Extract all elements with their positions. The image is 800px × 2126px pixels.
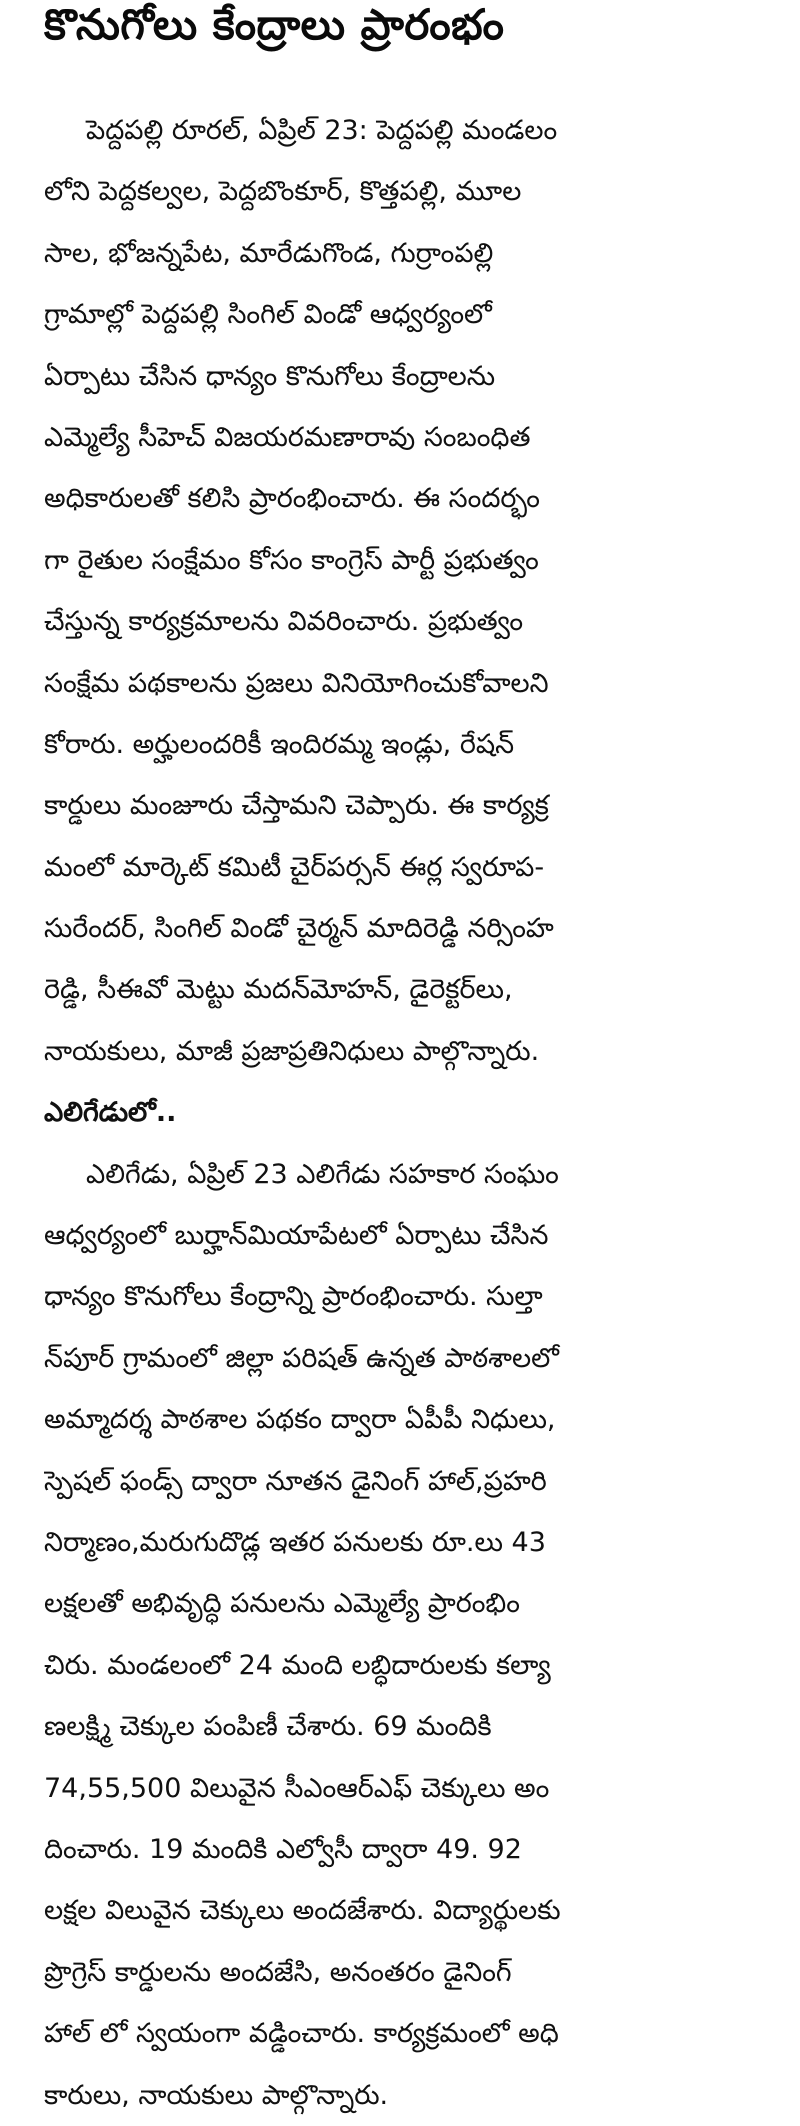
text-line: మంలో మార్కెట్ కమిటీ చైర్‌పర్సన్ ఈర్ల స్వరూప- bbox=[44, 851, 545, 883]
text-line: పెద్దపల్లి రూరల్, ఏప్రిల్ 23: పెద్దపల్లి మండలం bbox=[86, 115, 558, 146]
text-line: లోని పెద్దకల్వల, పెద్దబొంకూర్, కొత్తపల్లి, మూల bbox=[44, 176, 522, 208]
text-line: ఆధ్వర్యంలో బుర్హాన్‌మియాపేటలో ఏర్పాటు చేసిన bbox=[44, 1220, 549, 1252]
text-line: నాయకులు, మాజీ ప్రజాప్రతినిధులు పాల్గొన్నారు. bbox=[44, 1035, 540, 1067]
text-line: గా రైతుల సంక్షేమం కోసం కాంగ్రెస్ పార్టీ ప్రభుత్వం bbox=[44, 544, 539, 576]
text-line: సురేందర్, సింగిల్ విండో చైర్మన్ మాదిరెడ్డి నర్సింహ bbox=[44, 913, 554, 945]
text-line: ఎలిగేడు, ఏప్రిల్ 23 ఎలిగేడు సహకార సంఘం bbox=[86, 1158, 559, 1190]
paragraph-eligedu bbox=[44, 1144, 756, 2126]
text-line: అమ్మాదర్శ పాఠశాల పథకం ద్వారా ఏపీపీ నిధులు, bbox=[44, 1404, 556, 1436]
text-line: సంక్షేమ పథకాలను ప్రజలు వినియోగించుకోవాలని bbox=[44, 667, 549, 699]
paragraph-peddapalli bbox=[44, 100, 756, 1082]
text-line: నిర్మాణం,మరుగుదొడ్ల ఇతర పనులకు రూ.లు 43 bbox=[44, 1526, 546, 1558]
text-line: దించారు. 19 మందికి ఎల్వోసీ ద్వారా 49. 92 bbox=[44, 1833, 522, 1865]
text-line: కార్డులు మంజూరు చేస్తామని చెప్పారు. ఈ కార్యక్ర bbox=[44, 790, 549, 822]
text-line: ప్రొగ్రెస్ కార్డులను అందజేసి, అనంతరం డైనింగ్ bbox=[44, 1956, 512, 1988]
text-line: సాల, భోజన్నపేట, మారేడుగొండ, గుర్రాంపల్లి bbox=[44, 237, 494, 269]
text-line: అధికారులతో కలిసి ప్రారంభించారు. ఈ సందర్భం bbox=[44, 483, 540, 515]
headline: కొనుగోలు కేంద్రాలు ప్రారంభం bbox=[44, 0, 505, 49]
text-line: ఎమ్మెల్యే సీహెచ్ విజయరమణారావు సంబంధిత bbox=[44, 421, 531, 453]
text-line: ణలక్ష్మి చెక్కుల పంపిణీ చేశారు. 69 మందికి bbox=[44, 1711, 492, 1743]
text-line: కారులు, నాయకులు పాల్గొన్నారు. bbox=[44, 2079, 389, 2111]
text-line: చేస్తున్న కార్యక్రమాలను వివరించారు. ప్రభుత్వం bbox=[44, 606, 524, 638]
article-body bbox=[44, 100, 756, 2126]
text-line: లక్షల విలువైన చెక్కులు అందజేశారు. విద్యార్థులకు bbox=[44, 1895, 561, 1927]
text-line: చిరు. మండలంలో 24 మంది లబ్ధిదారులకు కల్యా bbox=[44, 1649, 551, 1681]
text-line: హాల్ లో స్వయంగా వడ్డించారు. కార్యక్రమంలో అధి bbox=[44, 2018, 559, 2050]
text-line: రెడ్డి, సీఈవో మెట్టు మదన్‌మోహన్, డైరెక్టర్‌లు, bbox=[44, 974, 513, 1006]
text-line: ఏర్పాటు చేసిన ధాన్యం కొనుగోలు కేంద్రాలను bbox=[44, 360, 496, 392]
text-line: న్‌పూర్ గ్రామంలో జిల్లా పరిషత్ ఉన్నత పాఠశాలలో bbox=[44, 1342, 559, 1374]
text-line: స్పెషల్ ఫండ్స్ ద్వారా నూతన డైనింగ్ హాల్,ప్రహరి bbox=[44, 1465, 547, 1497]
text-line: 74,55,500 విలువైన సీఎంఆర్ఎఫ్ చెక్కులు అం bbox=[44, 1772, 550, 1804]
text-line: గ్రామాల్లో పెద్దపల్లి సింగిల్ విండో ఆధ్వర్యంలో bbox=[44, 299, 492, 331]
text-line: ధాన్యం కొనుగోలు కేంద్రాన్ని ప్రారంభించారు. సుల్తా bbox=[44, 1281, 543, 1313]
subheading: ఎలిగేడులో.. bbox=[44, 1097, 177, 1129]
text-line: కోరారు. అర్హులందరికీ ఇందిరమ్మ ఇండ్లు, రేషన్ bbox=[44, 728, 515, 760]
text-line: లక్షలతో అభివృద్ధి పనులను ఎమ్మెల్యే ప్రారంభిం bbox=[44, 1588, 520, 1620]
